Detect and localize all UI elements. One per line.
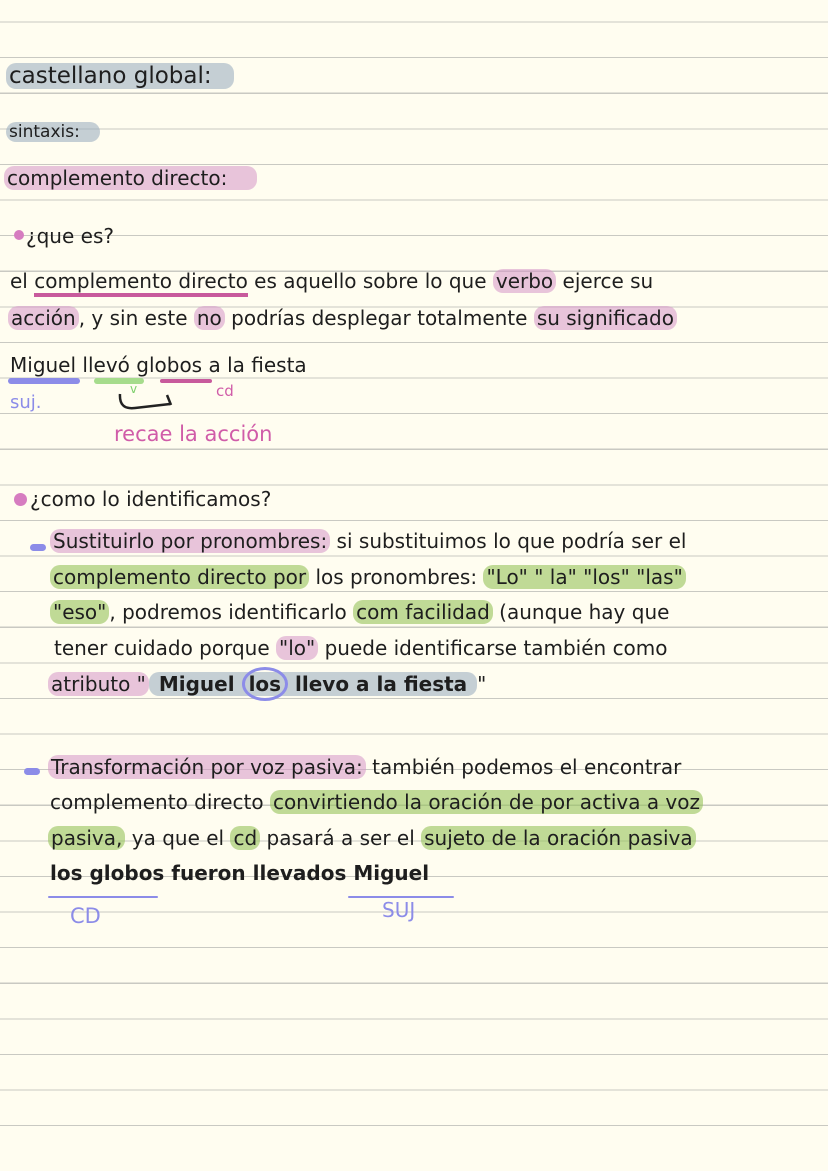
question-what: ¿que es? xyxy=(26,224,114,248)
text-segment: globos xyxy=(136,353,203,377)
method1-line-5 xyxy=(48,672,486,696)
dash-bullet-icon xyxy=(30,544,46,551)
text-segment: su significado xyxy=(534,306,677,330)
topic-heading xyxy=(4,166,257,190)
text-segment: Sustituirlo por pronombres: xyxy=(50,529,330,553)
text-segment: Miguel xyxy=(10,353,77,377)
text-segment: convirtiendo la oración de por activa a voz xyxy=(270,790,703,814)
text-segment: acción xyxy=(8,306,79,330)
text-segment: atributo " xyxy=(48,672,149,696)
text-segment: podrías desplegar totalmente xyxy=(224,306,534,330)
text-segment: Miguel xyxy=(151,672,242,696)
text-segment: no xyxy=(194,306,225,330)
method2-line-3 xyxy=(48,826,696,850)
method2-line-1 xyxy=(48,755,681,779)
text-segment: si substituimos lo que podría ser el xyxy=(330,529,687,553)
cd-underline xyxy=(160,379,212,383)
text-segment: , podremos identificarlo xyxy=(109,600,354,624)
topic-text: complemento directo: xyxy=(4,166,257,190)
text-segment: llevo a la fiesta xyxy=(288,672,475,696)
page-title xyxy=(6,64,234,88)
text-segment: (aunque hay que xyxy=(492,600,670,624)
subtitle-text: sintaxis: xyxy=(6,122,100,142)
title-text: castellano global: xyxy=(6,63,234,89)
text-segment: los pronombres: xyxy=(309,565,484,589)
text-segment: "eso" xyxy=(50,600,109,624)
text-segment: Transformación por voz pasiva: xyxy=(48,755,366,779)
text-segment: , y sin este xyxy=(78,306,194,330)
label-cd-2: CD xyxy=(70,904,101,928)
method1-line-3 xyxy=(50,600,669,624)
text-segment: pasará a ser el xyxy=(260,826,422,850)
label-cd: cd xyxy=(216,382,234,400)
text-segment: com facilidad xyxy=(353,600,493,624)
text-segment: puede identificarse también como xyxy=(318,636,668,660)
method1-line-1 xyxy=(50,529,686,553)
circled-pronoun: los xyxy=(242,667,289,701)
bullet-icon xyxy=(14,493,27,506)
text-segment: ya que el xyxy=(125,826,231,850)
label-suj-2: SUJ xyxy=(382,898,416,922)
text-segment: "lo" xyxy=(276,636,318,660)
text-segment: complemento directo xyxy=(50,790,270,814)
subject-underline xyxy=(8,378,80,384)
definition-line-1 xyxy=(10,269,653,293)
example-sentence xyxy=(10,353,307,377)
text-segment: es aquello sobre lo que xyxy=(247,269,493,293)
passive-example: los globos fueron llevados Miguel xyxy=(50,861,430,885)
arrow-icon xyxy=(115,390,185,416)
text-segment: cd xyxy=(230,826,260,850)
method1-line-4 xyxy=(54,636,668,660)
text-segment: tener cuidado porque xyxy=(54,636,277,660)
bullet-icon xyxy=(14,230,24,240)
question-how: ¿como lo identificamos? xyxy=(30,487,272,511)
text-segment: "Lo" " la" "los" "las" xyxy=(483,565,685,589)
text-segment: complemento directo por xyxy=(50,565,309,589)
method2-line-2 xyxy=(50,790,703,814)
text-segment: el xyxy=(10,269,35,293)
label-suj: suj. xyxy=(10,392,42,413)
label-v: v xyxy=(130,382,138,396)
text-segment: a la fiesta xyxy=(202,353,307,377)
highlight-verbo: verbo xyxy=(493,269,556,293)
underline-term: complemento directo xyxy=(34,269,248,297)
text-segment: ejerce su xyxy=(556,269,654,293)
text-segment: también podemos el encontrar xyxy=(365,755,682,779)
dash-bullet-icon xyxy=(24,768,40,775)
definition-line-2 xyxy=(8,306,677,330)
text-segment: " xyxy=(477,672,487,696)
note-recae: recae la acción xyxy=(114,422,273,446)
section-heading xyxy=(6,120,100,144)
text-segment: llevó xyxy=(82,353,130,377)
cd-underline xyxy=(48,896,158,898)
method1-line-2 xyxy=(50,565,686,589)
text-segment: sujeto de la oración pasiva xyxy=(421,826,695,850)
text-segment: pasiva, xyxy=(48,826,125,850)
